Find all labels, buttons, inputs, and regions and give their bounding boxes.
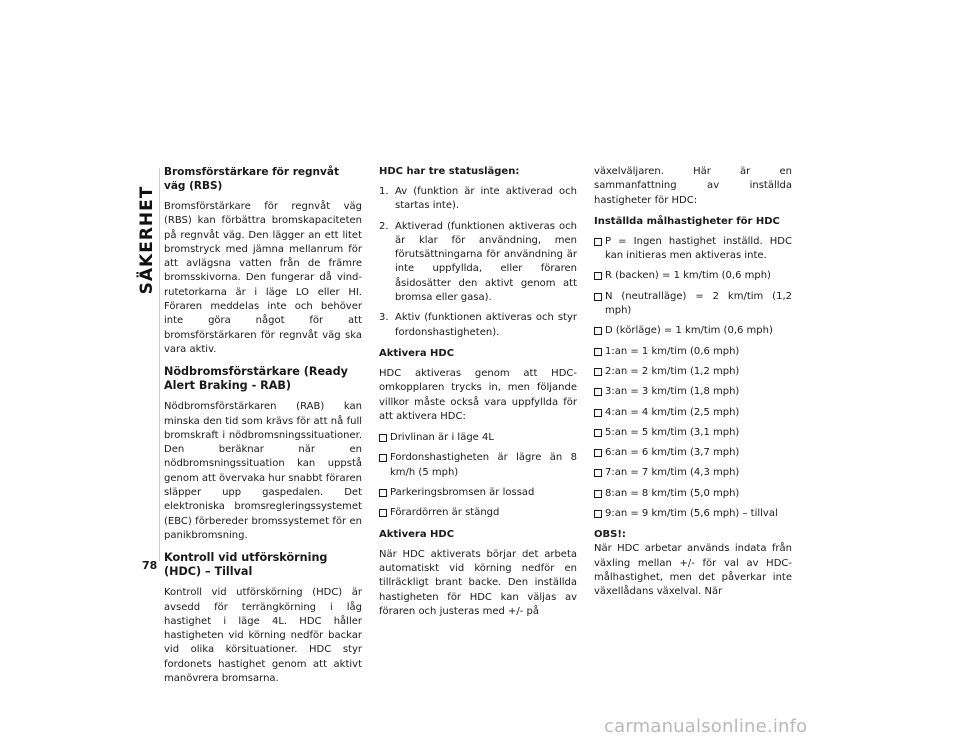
list-item: 1:an = 1 km/tim (0,6 mph) [594, 345, 792, 359]
heading-target-speeds: Inställda målhastigheter för HDC [594, 215, 780, 227]
checkbox-square-icon [594, 469, 602, 477]
list-item: 3. Aktiv (funktionen aktiveras och styr fordonshastigheten). [379, 312, 577, 338]
list-item: Fordonshastigheten är lägre än 8 km/h (5 mph) [379, 451, 577, 480]
watermark: carmanualsonline.info [604, 716, 808, 737]
list-item: N (neutralläge) = 2 km/tim (1,2 mph) [594, 290, 792, 319]
heading-activate-hdc-2: Aktivera HDC [379, 528, 455, 540]
checkbox-square-icon [594, 429, 602, 437]
list-item: 3:an = 3 km/tim (1,8 mph) [594, 385, 792, 399]
heading-hdc: Kontroll vid utförskörning (HDC) – Tillval [164, 551, 328, 579]
checkbox-square-icon [379, 454, 387, 462]
column-left [164, 165, 362, 693]
column-right [594, 165, 792, 607]
list-item: 6:an = 6 km/tim (3,7 mph) [594, 446, 792, 460]
checkbox-square-icon [379, 489, 387, 497]
list-item: 4:an = 4 km/tim (2,5 mph) [594, 406, 792, 420]
speeds-list [594, 235, 792, 521]
list-item: 1. Av (funktion är inte aktiverad och startas inte). [379, 186, 577, 212]
paragraph-rbs: Bromsförstärkare för regnvåt väg (RBS) kan förbättra bromskapaciteten på regnvåt väg. Den lägger an ett litet bromstryck med jämna mellanrum för att avlägsna vatten från de främre bromsskivorna. Den fungerar då vindrutetorkarna är i läge LO eller HI. Föraren meddelas inte och behöver inte göra något för att bromsförstärkaren för regnvåt väg ska vara aktiv. [164, 201, 362, 355]
paragraph-hdc-operation: När HDC aktiverats börjar det arbeta automatiskt vid körning nedför en tillräckligt brant backe. Den inställda hastigheten för HDC kan väljas av föraren och justeras med +/- på [379, 548, 577, 617]
paragraph-hdc: Kontroll vid utförskörning (HDC) är avsedd för terrängkörning i låg hastighet i läge 4L. HDC håller hastigheten vid körning nedför backar vid olika körsituationer. HDC styr fordonets hastighet genom att aktivt manövrera bromsarna. [164, 587, 362, 685]
checkbox-square-icon [594, 449, 602, 457]
checkbox-square-icon [594, 238, 602, 246]
column-middle [379, 165, 577, 626]
checkbox-square-icon [594, 348, 602, 356]
list-item: Drivlinan är i läge 4L [379, 431, 577, 445]
section-label: SÄKERHET [137, 185, 157, 295]
paragraph-continued: växelväljaren. Här är en sammanfattning av inställda hastigheter för HDC: [594, 166, 792, 206]
checkbox-square-icon [594, 327, 602, 335]
paragraph-activate: HDC aktiveras genom att HDC-omkopplaren trycks in, men följande villkor måste också vara uppfyllda för att aktivera HDC: [379, 367, 577, 422]
conditions-list [379, 431, 577, 520]
checkbox-square-icon [594, 490, 602, 498]
page-number: 78 [142, 559, 158, 572]
checkbox-square-icon [594, 409, 602, 417]
list-item: Parkeringsbromsen är lossad [379, 486, 577, 500]
note-text: När HDC arbetar används indata från växling mellan +/- för val av HDC-målhastighet, men det påverkar inte växellådans växelval. När [594, 543, 792, 598]
list-item: 9:an = 9 km/tim (5,6 mph) – tillval [594, 507, 792, 521]
heading-rab: Nödbromsförstärkare (Ready Alert Braking - RAB) [164, 365, 348, 393]
checkbox-square-icon [594, 510, 602, 518]
list-item: 2. Aktiverad (funktionen aktiveras och är klar för användning, men förutsättningarna för användning är inte uppfyllda, eller föraren åsidosätter den aktivt genom att bromsa eller gasa). [379, 220, 577, 304]
heading-rbs: Bromsförstärkare för regnvåt väg (RBS) [164, 166, 339, 192]
checkbox-square-icon [594, 368, 602, 376]
list-item: 8:an = 8 km/tim (5,0 mph) [594, 487, 792, 501]
heading-activate-hdc: Aktivera HDC [379, 347, 455, 359]
note-label: OBS!: [594, 529, 626, 541]
paragraph-rab: Nödbromsförstärkaren (RAB) kan minska den tid som krävs för att nå full bromskraft i nödbromsningssituationer. Den beräknar när en nödbromsningssituation kan uppstå genom att övervaka hur snabbt föraren släpper upp gaspedalen. Det elektroniska bromsregleringssystemet (EBC) förbereder bromssystemet för en panikbromsning. [164, 401, 362, 541]
checkbox-square-icon [379, 509, 387, 517]
checkbox-square-icon [379, 434, 387, 442]
list-item: D (körläge) = 1 km/tim (0,6 mph) [594, 324, 792, 338]
checkbox-square-icon [594, 293, 602, 301]
list-item: 7:an = 7 km/tim (4,3 mph) [594, 466, 792, 480]
list-item: P = Ingen hastighet inställd. HDC kan initieras men aktiveras inte. [594, 235, 792, 264]
status-list [379, 185, 577, 340]
checkbox-square-icon [594, 388, 602, 396]
checkbox-square-icon [594, 272, 602, 280]
heading-hdc-status: HDC har tre statuslägen: [379, 166, 520, 177]
list-item: 2:an = 2 km/tim (1,2 mph) [594, 365, 792, 379]
list-item: 5:an = 5 km/tim (3,1 mph) [594, 426, 792, 440]
list-item: R (backen) = 1 km/tim (0,6 mph) [594, 269, 792, 283]
list-item: Förardörren är stängd [379, 506, 577, 520]
